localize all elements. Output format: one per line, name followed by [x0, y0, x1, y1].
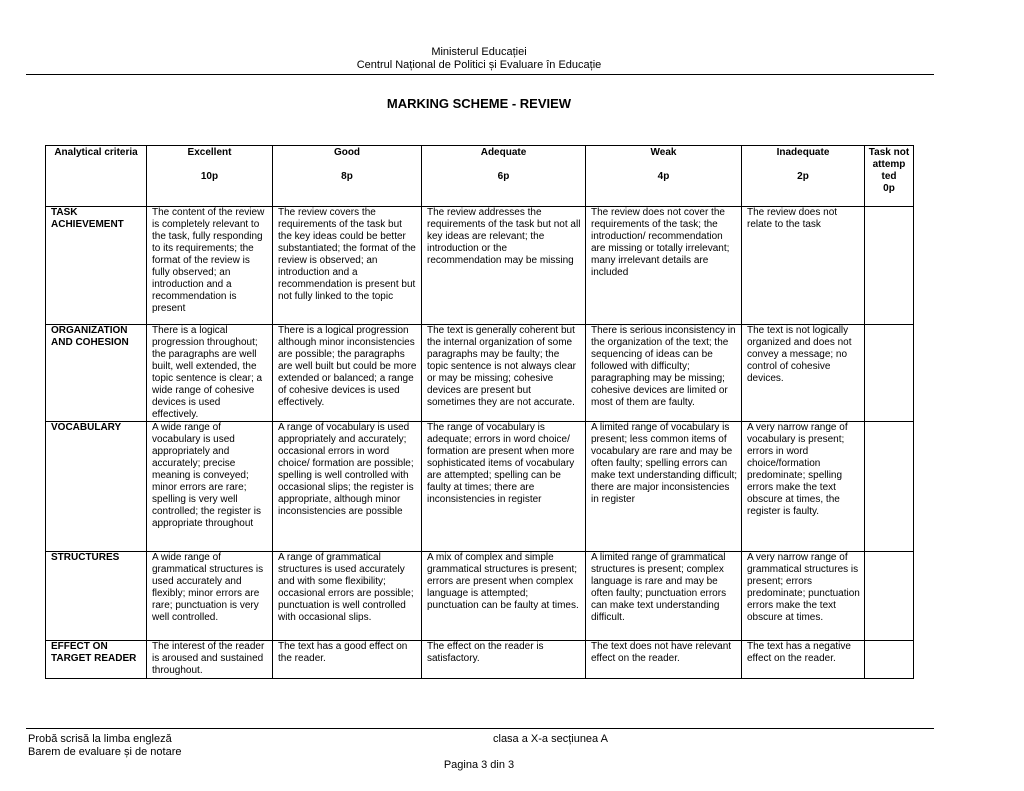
page-number: Pagina 3 din 3 — [443, 759, 515, 771]
class-section: clasa a X-a secțiunea A — [493, 733, 608, 745]
footer-left — [28, 733, 181, 759]
cell-not-attempted — [865, 325, 914, 422]
column-header-good: Good 8p — [273, 146, 422, 207]
table-row — [46, 325, 914, 422]
cell-excellent: The interest of the reader is aroused and sustained throughout. — [147, 641, 273, 679]
criterion-structures: STRUCTURES — [46, 552, 147, 641]
criterion-organization-cohesion: ORGANIZATION AND COHESION — [46, 325, 147, 422]
column-header-excellent: Excellent 10p — [147, 146, 273, 207]
column-header-weak: Weak 4p — [586, 146, 742, 207]
cell-adequate: A mix of complex and simple grammatical structures is present; errors are present when complex language is attempted; punctuation can be faulty at times. — [422, 552, 586, 641]
points-not-attempted: 0p — [883, 183, 895, 194]
marking-scheme-table — [45, 145, 914, 679]
cell-inadequate: A very narrow range of grammatical structures is present; errors predominate; punctuation errors make the text obscure at times. — [742, 552, 865, 641]
cell-adequate: The range of vocabulary is adequate; errors in word choice/ formation are present when more sophisticated items of vocabulary are attempted; spelling can be faulty at times; there are inconsistencies in register — [422, 422, 586, 552]
cell-weak: There is serious inconsistency in the organization of the text; the sequencing of ideas can be followed with difficulty; paragraphing may be missing; cohesive devices are limited or most of them are faulty. — [586, 325, 742, 422]
cell-not-attempted — [865, 207, 914, 325]
footer-divider — [26, 728, 934, 729]
cell-weak: A limited range of grammatical structures is present; complex language is rare and may be often faulty; punctuation errors can make text understanding difficult. — [586, 552, 742, 641]
cell-good: The text has a good effect on the reader. — [273, 641, 422, 679]
table-header-row — [46, 146, 914, 207]
cell-good: A range of grammatical structures is used accurately and with some flexibility; occasional errors are possible; punctuation is well controlled with occasional slips. — [273, 552, 422, 641]
table-row — [46, 207, 914, 325]
cell-good: The review covers the requirements of the task but the key ideas could be better substantiated; the format of the review is observed; an introduction and a recommendation is present but not fully linked to the topic — [273, 207, 422, 325]
page-header — [0, 46, 958, 72]
document-type: Barem de evaluare și de notare — [28, 746, 182, 758]
exam-subject: Probă scrisă la limba engleză — [28, 733, 172, 745]
points-excellent: 10p — [200, 171, 219, 182]
table-row — [46, 641, 914, 679]
ministry-name: Ministerul Educației — [431, 46, 527, 58]
column-header-not-attempted: Task not attemp ted 0p — [865, 146, 914, 207]
cell-adequate: The review addresses the requirements of the task but not all key ideas are relevant; the introduction or the recommendation may be missing — [422, 207, 586, 325]
table-row — [46, 552, 914, 641]
column-header-inadequate: Inadequate 2p — [742, 146, 865, 207]
cell-inadequate: The review does not relate to the task — [742, 207, 865, 325]
cell-weak: The text does not have relevant effect on the reader. — [586, 641, 742, 679]
center-name: Centrul Național de Politici și Evaluare în Educație — [356, 59, 602, 71]
cell-adequate: The effect on the reader is satisfactory. — [422, 641, 586, 679]
criterion-vocabulary: VOCABULARY — [46, 422, 147, 552]
points-adequate: 6p — [497, 171, 510, 182]
cell-inadequate: A very narrow range of vocabulary is present; errors in word choice/formation predominate; spelling errors make the text obscure at times, the register is faulty. — [742, 422, 865, 552]
points-weak: 4p — [657, 171, 670, 182]
cell-weak: A limited range of vocabulary is present; less common items of vocabulary are rare and may be often faulty; spelling errors can make text understanding difficult; there are major inconsistencies in register — [586, 422, 742, 552]
cell-not-attempted — [865, 552, 914, 641]
cell-excellent: There is a logical progression throughout; the paragraphs are well built, well extended, the topic sentence is clear; a wide range of cohesive devices is used effectively. — [147, 325, 273, 422]
criterion-task-achievement: TASK ACHIEVEMENT — [46, 207, 147, 325]
header-divider — [26, 74, 934, 75]
cell-good: There is a logical progression although minor inconsistencies are possible; the paragraphs are well built but could be more extended or balanced; a range of cohesive devices is used effectively. — [273, 325, 422, 422]
cell-excellent: A wide range of vocabulary is used appropriately and accurately; precise meaning is conveyed; minor errors are rare; spelling is very well controlled; the register is appropriate throughout — [147, 422, 273, 552]
table-row — [46, 422, 914, 552]
cell-adequate: The text is generally coherent but the internal organization of some paragraphs may be faulty; the topic sentence is not always clear or may be missing; cohesive devices are present but sometimes they are not accurate. — [422, 325, 586, 422]
cell-weak: The review does not cover the requirements of the task; the introduction/ recommendation are missing or totally irrelevant; many irrelevant details are included — [586, 207, 742, 325]
cell-inadequate: The text is not logically organized and does not convey a message; no control of cohesive devices. — [742, 325, 865, 422]
cell-not-attempted — [865, 641, 914, 679]
page-title: MARKING SCHEME - REVIEW — [386, 96, 572, 111]
points-inadequate: 2p — [797, 171, 809, 182]
column-header-criteria: Analytical criteria — [46, 146, 147, 207]
column-header-adequate: Adequate 6p — [422, 146, 586, 207]
cell-inadequate: The text has a negative effect on the reader. — [742, 641, 865, 679]
criterion-effect-on-reader: EFFECT ON TARGET READER — [46, 641, 147, 679]
cell-good: A range of vocabulary is used appropriately and accurately; occasional errors in word choice/ formation are possible; spelling is well controlled with occasional slips; the register is appropriate, although minor inconsistencies are possible — [273, 422, 422, 552]
cell-excellent: A wide range of grammatical structures is used accurately and flexibly; minor errors are rare; punctuation is very well controlled. — [147, 552, 273, 641]
points-good: 8p — [341, 171, 353, 182]
cell-not-attempted — [865, 422, 914, 552]
cell-excellent: The content of the review is completely relevant to the task, fully responding to its requirements; the format of the review is fully observed; an introduction and a recommendation is present — [147, 207, 273, 325]
